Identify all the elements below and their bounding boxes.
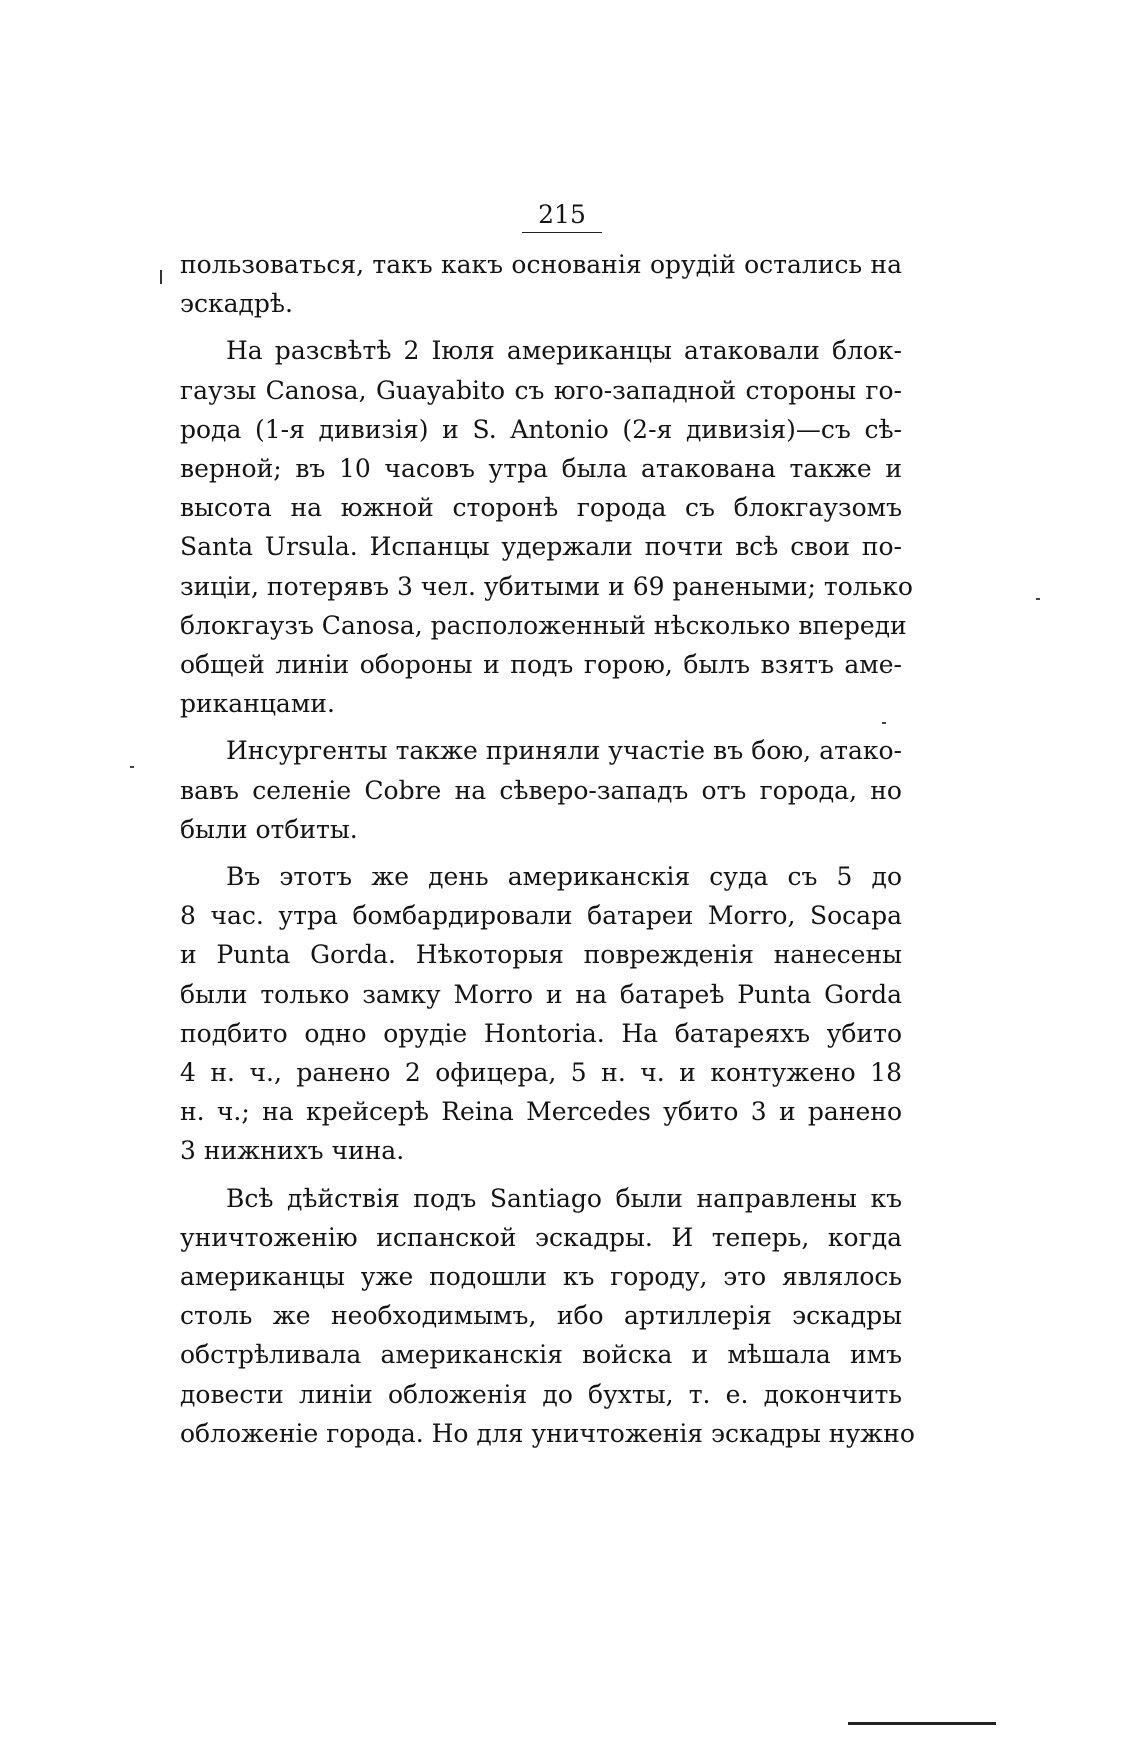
paragraph-5 — [180, 1179, 915, 1453]
text-line: верной; въ 10 часовъ утра была атакована также и — [180, 454, 902, 484]
text-line: довести линіи обложенія до бухты, т. е. докончить — [180, 1379, 902, 1409]
paragraph-2 — [180, 331, 913, 723]
text-line: обстрѣливала американскія войска и мѣшала имъ — [180, 1340, 902, 1370]
text-line: американцы уже подошли къ городу, это являлось — [180, 1262, 902, 1292]
text-line: риканцами. — [180, 689, 335, 719]
text-line: Въ этотъ же день американскія суда съ 5 до — [226, 862, 902, 892]
scan-speck — [1036, 598, 1040, 600]
text-line: Всѣ дѣйствія подъ Santiago были направлены къ — [226, 1183, 902, 1213]
text-line: уничтоженію испанской эскадры. И теперь, когда — [180, 1222, 902, 1252]
page-number-text: 215 — [522, 200, 602, 233]
page-number — [180, 200, 902, 233]
text-line: и Punta Gorda. Нѣкоторыя поврежденія нанесены — [180, 940, 902, 970]
text-line: рода (1-я дивизія) и S. Antonio (2-я дивизія)—съ сѣ- — [180, 414, 902, 444]
text-line: гаузы Canosa, Guayabito съ юго-западной стороны го- — [180, 375, 902, 405]
text-line: 8 час. утра бомбардировали батареи Morro, Socapa — [180, 901, 902, 931]
text-line: обложеніе города. Но для уничтоженія эскадры нужно — [180, 1418, 915, 1448]
text-line: блокгаузъ Canosa, расположенный нѣсколько впереди — [180, 610, 907, 640]
text-line: пользоваться, такъ какъ основанія орудій остались на — [180, 250, 902, 279]
paragraph-3 — [180, 731, 902, 849]
text-line: зиціи, потерявъ 3 чел. убитыми и 69 ранеными; только — [180, 571, 913, 601]
text-line: были отбиты. — [180, 814, 358, 844]
text-line: эскадрѣ. — [180, 289, 293, 319]
text-line: 3 нижнихъ чина. — [180, 1136, 405, 1166]
scan-speck — [130, 766, 134, 768]
text-line: Инсургенты также приняли участіе въ бою, атако- — [226, 736, 902, 766]
bottom-rule — [848, 1722, 996, 1725]
paragraph-4 — [180, 857, 902, 1171]
text-line: н. ч.; на крейсерѣ Reina Mercedes убито 3 и ранено — [180, 1097, 902, 1127]
text-line: подбито одно орудіе Hontoria. На батареяхъ убито — [180, 1018, 902, 1048]
margin-mark — [160, 270, 162, 284]
document-page — [180, 200, 915, 1453]
text-line: столь же необходимымъ, ибо артиллерія эскадры — [180, 1301, 902, 1331]
text-line: вавъ селеніе Cobre на сѣверо-западъ отъ города, но — [180, 775, 902, 805]
text-line: были только замку Morro и на батареѣ Punta Gorda — [180, 979, 902, 1009]
text-line: высота на южной сторонѣ города съ блокгаузомъ — [180, 493, 902, 523]
text-line: Santa Ursula. Испанцы удержали почти всѣ свои по- — [180, 532, 902, 562]
text-line: 4 н. ч., ранено 2 офицера, 5 н. ч. и контужено 18 — [180, 1058, 902, 1088]
paragraph-1 — [180, 245, 902, 323]
text-line: общей линіи обороны и подъ горою, былъ взятъ аме- — [180, 650, 902, 680]
text-line: На разсвѣтѣ 2 Іюля американцы атаковали блок- — [226, 336, 902, 366]
